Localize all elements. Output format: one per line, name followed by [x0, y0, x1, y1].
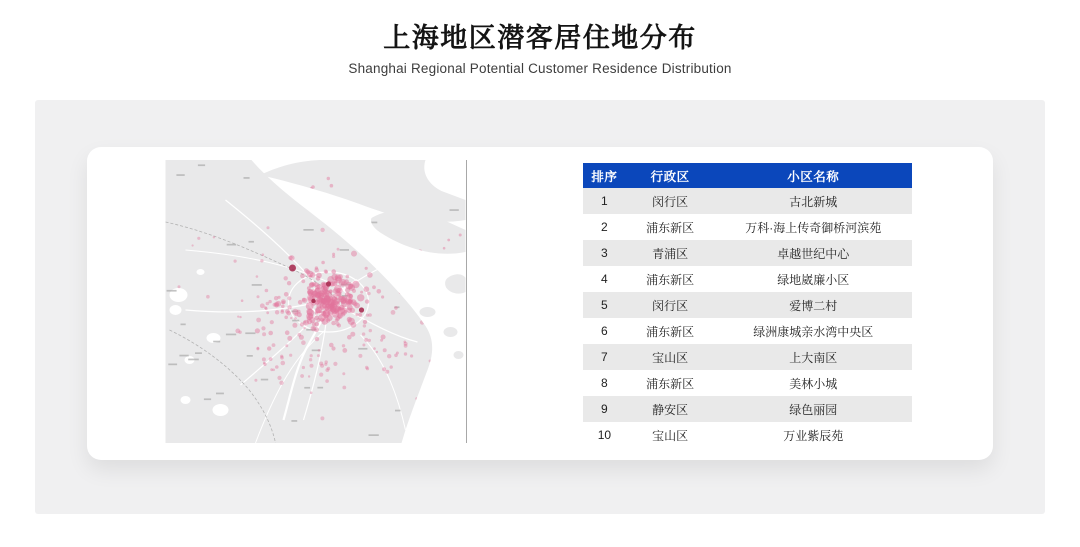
community-cell: 爱博二村: [789, 298, 838, 313]
content-card: [87, 147, 993, 460]
page-subtitle: Shanghai Regional Potential Customer Residence Distribution: [348, 60, 732, 76]
table-row: [583, 370, 912, 396]
table-row: [583, 344, 912, 370]
header-community: 小区名称: [715, 163, 912, 188]
ranking-table-wrap: [583, 163, 912, 448]
community-cell: 绿色丽园: [789, 402, 838, 417]
content-panel: [35, 100, 1045, 514]
table-row: [583, 292, 912, 318]
table-row: [583, 214, 912, 240]
community-cell: 万业紫辰苑: [783, 428, 844, 443]
rank-cell: 10: [597, 428, 612, 442]
table-row: [583, 396, 912, 422]
table-row: [583, 318, 912, 344]
district-cell: 闵行区: [652, 298, 689, 313]
table-header-row: [583, 163, 912, 188]
rank-cell: 6: [601, 324, 608, 338]
community-cell: 绿地崴廉小区: [777, 272, 850, 287]
district-cell: 浦东新区: [646, 376, 695, 391]
table-body: [583, 188, 912, 448]
district-cell: 宝山区: [652, 428, 689, 443]
table-row: [583, 422, 912, 448]
rank-cell: 5: [601, 298, 608, 312]
community-cell: 卓越世纪中心: [777, 246, 850, 261]
district-cell: 宝山区: [652, 350, 689, 365]
district-cell: 静安区: [652, 402, 689, 417]
page-title: 上海地区潜客居住地分布: [383, 23, 697, 53]
community-cell: 古北新城: [789, 194, 838, 209]
district-cell: 闵行区: [652, 194, 689, 209]
page-header: [0, 22, 1080, 76]
table-row: [583, 240, 912, 266]
rank-cell: 7: [601, 350, 608, 364]
table-row: [583, 188, 912, 214]
district-cell: 浦东新区: [646, 324, 695, 339]
community-cell: 美林小城: [789, 376, 838, 391]
district-cell: 青浦区: [652, 246, 689, 261]
community-cell: 绿洲康城亲水湾中央区: [753, 324, 874, 339]
shanghai-map-svg: [165, 160, 466, 443]
rank-cell: 2: [601, 220, 608, 234]
district-cell: 浦东新区: [646, 272, 695, 287]
rank-cell: 9: [601, 402, 608, 416]
header-rank: 排序: [583, 163, 626, 188]
community-cell: 万科·海上传奇御桥河滨苑: [745, 220, 882, 235]
community-cell: 上大南区: [789, 350, 838, 365]
header-district: 行政区: [626, 163, 715, 188]
rank-cell: 4: [601, 272, 608, 286]
rank-cell: 1: [601, 194, 608, 208]
rank-cell: 8: [601, 376, 608, 390]
table-row: [583, 266, 912, 292]
ranking-table: [583, 163, 912, 448]
shanghai-map: [165, 160, 467, 443]
district-cell: 浦东新区: [646, 220, 695, 235]
rank-cell: 3: [601, 246, 608, 260]
